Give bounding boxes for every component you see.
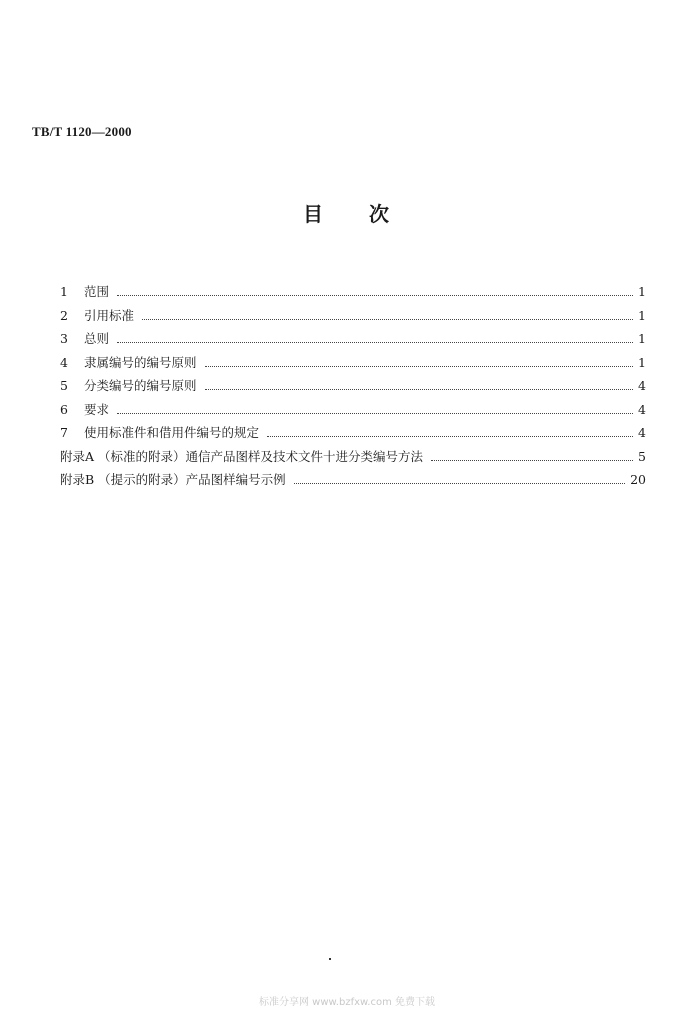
toc-entry-label: 引用标准 (84, 307, 135, 323)
standard-code-header: TB/T 1120—2000 (32, 124, 132, 139)
toc-entry-label: 使用标准件和借用件编号的规定 (84, 425, 260, 440)
toc-dot-leader (431, 459, 633, 461)
table-of-contents (60, 280, 646, 492)
toc-entry-page: 1 (638, 331, 646, 346)
toc-entry-number: 5 (60, 378, 68, 393)
toc-dot-leader (117, 294, 633, 296)
toc-dot-leader (117, 412, 633, 414)
toc-entry-number: 4 (60, 354, 68, 370)
toc-entry-label: 总则 (84, 331, 110, 346)
toc-entry-label: 要求 (84, 401, 110, 417)
toc-entry-page: 4 (638, 378, 646, 393)
toc-entry-1[interactable] (60, 280, 646, 304)
toc-entry-page: 1 (638, 354, 646, 370)
toc-entry-label: 附录B （提示的附录）产品图样编号示例 (60, 472, 286, 487)
toc-entry-7[interactable] (60, 421, 646, 445)
toc-dot-leader (117, 341, 633, 343)
toc-entry-number: 3 (60, 331, 68, 346)
toc-title-char-2: 次 (369, 202, 391, 226)
toc-dot-leader (205, 365, 633, 367)
toc-entry-label: 分类编号的编号原则 (84, 378, 197, 393)
toc-entry-appendix-b[interactable] (60, 468, 646, 492)
toc-title-char-1: 目 (303, 202, 325, 226)
toc-entry-number: 6 (60, 401, 68, 417)
toc-entry-page: 1 (638, 284, 646, 299)
toc-dot-leader (205, 388, 633, 390)
toc-entry-number: 2 (60, 307, 68, 323)
toc-entry-number: 1 (60, 284, 68, 299)
toc-entry-label: 隶属编号的编号原则 (84, 354, 197, 370)
toc-dot-leader (267, 435, 633, 437)
toc-entry-appendix-a[interactable] (60, 445, 646, 469)
toc-entry-3[interactable] (60, 327, 646, 351)
toc-entry-label: 范围 (84, 284, 110, 299)
page-footer-mark (329, 958, 331, 960)
toc-entry-page: 4 (638, 401, 646, 417)
toc-entry-page: 1 (638, 307, 646, 323)
toc-entry-label: 附录A （标准的附录）通信产品图样及技术文件十进分类编号方法 (60, 448, 424, 464)
toc-title (0, 198, 694, 227)
toc-entry-6[interactable] (60, 398, 646, 422)
toc-entry-5[interactable] (60, 374, 646, 398)
toc-entry-2[interactable] (60, 304, 646, 328)
toc-entry-page: 20 (630, 472, 646, 487)
toc-dot-leader (294, 482, 625, 484)
toc-entry-page: 4 (638, 425, 646, 440)
toc-entry-page: 5 (638, 448, 646, 464)
watermark-text: 标准分享网 www.bzfxw.com 免费下载 (259, 997, 435, 1008)
toc-dot-leader (142, 318, 633, 320)
toc-entry-number: 7 (60, 425, 68, 440)
toc-entry-4[interactable] (60, 351, 646, 375)
